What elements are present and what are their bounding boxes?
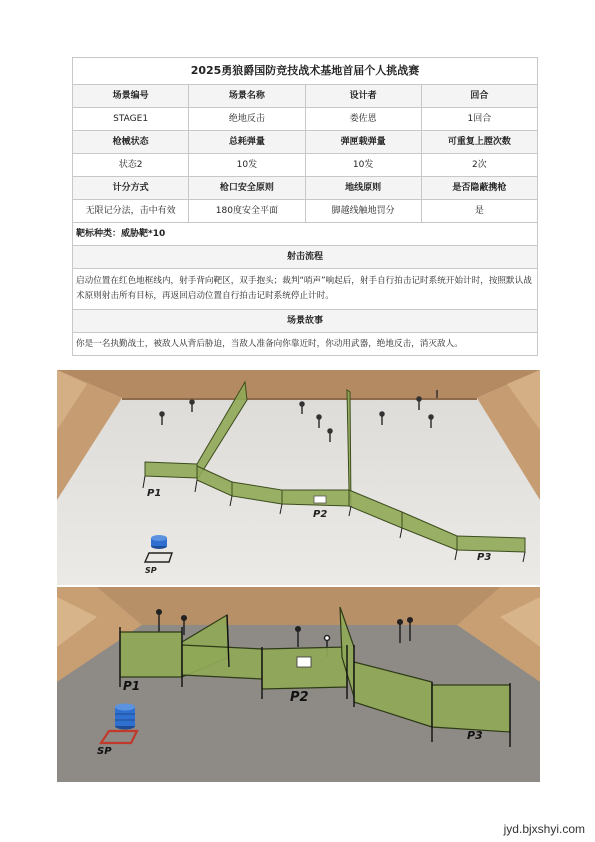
- flow-heading: 射击流程: [73, 246, 538, 269]
- stage-render-bottom-svg: [57, 587, 540, 782]
- position-label: P1: [123, 679, 141, 693]
- value-cell: 180度安全平面: [189, 200, 305, 223]
- header-cell: 地线原则: [305, 177, 421, 200]
- header-cell: 计分方式: [73, 177, 189, 200]
- stage-render-top: [57, 370, 540, 585]
- value-cell: 娄佐恩: [305, 108, 421, 131]
- value-cell: 脚越线触地罚分: [305, 200, 421, 223]
- position-label: SP: [145, 566, 157, 575]
- position-label: P2: [290, 690, 309, 705]
- value-cell: 绝地反击: [189, 108, 305, 131]
- header-cell: 弹匣载弹量: [305, 131, 421, 154]
- back-wall: [57, 370, 540, 398]
- site-watermark: jyd.bjxshyi.com: [503, 822, 585, 836]
- header-cell: 场景名称: [189, 85, 305, 108]
- value-cell: 无限记分法，击中有效: [73, 200, 189, 223]
- barrel-icon: [115, 704, 135, 730]
- header-cell: 回合: [421, 85, 537, 108]
- position-label: P3: [467, 729, 483, 742]
- header-cell: 枪口安全原则: [189, 177, 305, 200]
- position-label: SP: [97, 746, 112, 757]
- value-cell: 2次: [421, 154, 537, 177]
- story-heading: 场景故事: [73, 310, 538, 333]
- value-cell: 10发: [305, 154, 421, 177]
- position-label: P1: [147, 488, 162, 499]
- header-cell: 枪械状态: [73, 131, 189, 154]
- value-cell: 状态2: [73, 154, 189, 177]
- stage-render-top-svg: [57, 370, 540, 585]
- back-wall: [97, 587, 500, 625]
- stage-info-table: [72, 57, 538, 356]
- header-cell: 可重复上膛次数: [421, 131, 537, 154]
- value-cell: STAGE1: [73, 108, 189, 131]
- no-shoot-window: [314, 496, 326, 503]
- position-label: P3: [477, 552, 492, 563]
- target-types: 靶标种类：威胁靶*10: [73, 223, 538, 246]
- match-title: 2025勇狼爵国防竞技战术基地首届个人挑战赛: [73, 58, 538, 85]
- stage-render-bottom: [57, 587, 540, 782]
- no-shoot-window: [297, 657, 311, 667]
- position-label: P2: [313, 509, 328, 520]
- value-cell: 1回合: [421, 108, 537, 131]
- header-cell: 场景编号: [73, 85, 189, 108]
- barrel-icon: [151, 535, 167, 549]
- value-cell: 10发: [189, 154, 305, 177]
- header-cell: 是否隐蔽携枪: [421, 177, 537, 200]
- header-cell: 设计者: [305, 85, 421, 108]
- story-text: 你是一名执勤战士，被敌人从背后胁迫，当敌人准备向你靠近时，你动用武器，绝地反击，消灭敌人。: [73, 333, 538, 356]
- value-cell: 是: [421, 200, 537, 223]
- header-cell: 总耗弹量: [189, 131, 305, 154]
- flow-text: 启动位置在红色地框线内，射手背向靶区，双手抱头；裁判“哨声”响起后，射手自行拍击记时系统开始计时，按照默认战术原则射击所有目标，再返回启动位置自行拍击记时系统停止计时。: [73, 269, 538, 310]
